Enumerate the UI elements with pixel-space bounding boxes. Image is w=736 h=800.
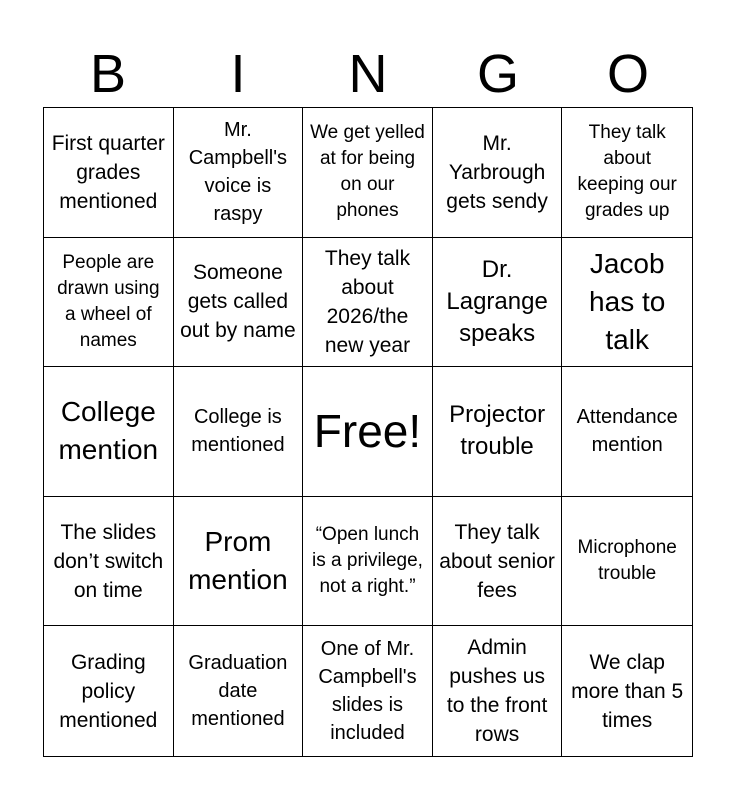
bingo-square[interactable]: [433, 626, 563, 756]
bingo-square[interactable]: [44, 108, 174, 238]
header-letter-o: O: [606, 44, 649, 104]
square-text: Microphone trouble: [577, 537, 677, 585]
square-text: Prom mention: [188, 526, 288, 596]
square-text: Someone gets called out by name: [180, 261, 296, 343]
free-square[interactable]: [303, 367, 433, 497]
bingo-square[interactable]: [174, 626, 304, 756]
square-text: They talk about keeping our grades up: [577, 122, 677, 222]
bingo-square[interactable]: [562, 108, 692, 238]
square-text: Dr. Lagrange speaks: [446, 255, 548, 347]
square-text: College is mentioned: [191, 406, 285, 457]
bingo-square[interactable]: [44, 626, 174, 756]
bingo-square[interactable]: [44, 497, 174, 627]
square-text: “Open lunch is a privilege, not a right.”: [312, 524, 423, 598]
square-text: Grading policy mentioned: [59, 650, 158, 732]
bingo-board: [43, 107, 693, 757]
square-text: Projector trouble: [449, 401, 546, 461]
bingo-square[interactable]: [562, 238, 692, 368]
square-text: The slides don’t switch on time: [53, 520, 164, 602]
square-text: One of Mr. Campbell's slides is included: [318, 638, 417, 745]
bingo-square[interactable]: [44, 367, 174, 497]
bingo-square[interactable]: [174, 367, 304, 497]
bingo-square[interactable]: [303, 238, 433, 368]
square-text: Attendance mention: [576, 406, 678, 457]
bingo-square[interactable]: [174, 108, 304, 238]
square-text: Admin pushes us to the front rows: [446, 636, 548, 747]
bingo-square[interactable]: [433, 238, 563, 368]
bingo-square[interactable]: [433, 367, 563, 497]
bingo-square[interactable]: [303, 497, 433, 627]
square-text: Mr. Campbell's voice is raspy: [188, 119, 288, 226]
bingo-square[interactable]: [562, 367, 692, 497]
square-text: First quarter grades mentioned: [51, 131, 165, 213]
bingo-header: [43, 40, 693, 108]
header-letter-b: B: [89, 44, 127, 104]
square-text: Free!: [313, 405, 422, 458]
bingo-square[interactable]: [433, 497, 563, 627]
bingo-square[interactable]: [174, 238, 304, 368]
square-text: College mention: [58, 396, 159, 466]
bingo-square[interactable]: [303, 108, 433, 238]
square-text: They talk about 2026/the new year: [324, 246, 411, 357]
square-text: Jacob has to talk: [589, 247, 666, 355]
header-letter-n: N: [348, 44, 388, 104]
bingo-square[interactable]: [44, 238, 174, 368]
square-text: We clap more than 5 times: [571, 650, 684, 732]
square-text: Mr. Yarbrough gets sendy: [446, 131, 548, 213]
header-letter-i: I: [230, 44, 246, 104]
bingo-square[interactable]: [433, 108, 563, 238]
square-text: We get yelled at for being on our phones: [310, 122, 425, 222]
square-text: Graduation date mentioned: [188, 652, 288, 731]
bingo-square[interactable]: [562, 626, 692, 756]
header-letter-g: G: [476, 44, 519, 104]
bingo-square[interactable]: [303, 626, 433, 756]
square-text: They talk about senior fees: [439, 520, 555, 602]
bingo-square[interactable]: [562, 497, 692, 627]
bingo-square[interactable]: [174, 497, 304, 627]
square-text: People are drawn using a wheel of names: [57, 251, 160, 351]
